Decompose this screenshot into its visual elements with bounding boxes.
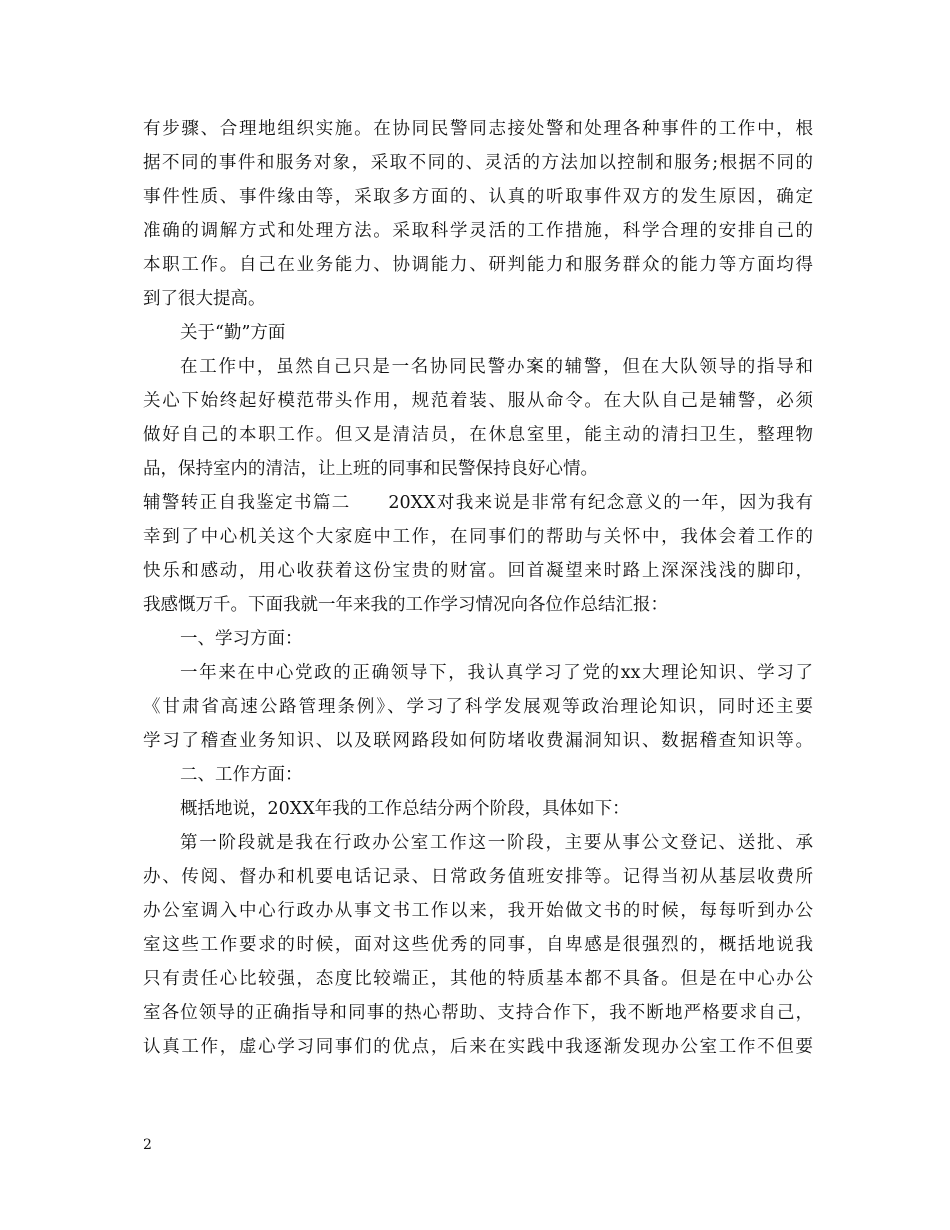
text-line: 我感慨万千。下面我就一年来我的工作学习情况向各位作总结汇报： xyxy=(143,595,668,615)
text-line: 室这些工作要求的时候，面对这些优秀的同事，自卑感是很强烈的，概括地说我 xyxy=(143,935,813,955)
text-line: 事件性质、事件缘由等，采取多方面的、认真的听取事件双方的发生原因，确定 xyxy=(143,187,813,207)
text-line: 办、传阅、督办和机要电话记录、日常政务值班安排等。记得当初从基层收费所 xyxy=(143,867,813,887)
text-line: 到了很大提高。 xyxy=(143,289,266,309)
text-line: 本职工作。自己在业务能力、协调能力、研判能力和服务群众的能力等方面均得 xyxy=(143,255,813,275)
text-line: 《甘肃省高速公路管理条例》、学习了科学发展观等政治理论知识，同时还主要 xyxy=(143,697,813,717)
text-line: 学习了稽查业务知识、以及联网路段如何防堵收费漏洞知识、数据稽查知识等。 xyxy=(143,731,813,751)
text-line: 关心下始终起好模范带头作用，规范着装、服从命令。在大队自己是辅警，必须 xyxy=(143,391,813,411)
text-line: 办公室调入中心行政办从事文书工作以来，我开始做文书的时候，每每听到办公 xyxy=(143,901,813,921)
text-line: 幸到了中心机关这个大家庭中工作，在同事们的帮助与关怀中，我体会着工作的 xyxy=(143,527,813,547)
text-line: 认真工作，虚心学习同事们的优点，后来在实践中我逐渐发现办公室工作不但要 xyxy=(143,1037,813,1057)
section-heading: 二、工作方面： xyxy=(180,765,303,785)
text-line: 只有责任心比较强，态度比较端正，其他的特质基本都不具备。但是在中心办公 xyxy=(143,969,813,989)
paragraph-first-line: 第一阶段就是我在行政办公室工作这一阶段，主要从事公文登记、送批、承 xyxy=(180,833,813,853)
paragraph-first-line: 在工作中，虽然自己只是一名协同民警办案的辅警，但在大队领导的指导和 xyxy=(180,357,813,377)
text-line: 快乐和感动，用心收获着这份宝贵的财富。回首凝望来时路上深深浅浅的脚印， xyxy=(143,561,813,581)
text-line: 有步骤、合理地组织实施。在协同民警同志接处警和处理各种事件的工作中，根 xyxy=(143,119,813,139)
text-line: 做好自己的本职工作。但又是清洁员，在休息室里，能主动的清扫卫生，整理物 xyxy=(143,425,813,445)
text-line: 准确的调解方式和处理方法。采取科学灵活的工作措施，科学合理的安排自己的 xyxy=(143,221,813,241)
document-title-line: 辅警转正自我鉴定书篇二 20XX对我来说是非常有纪念意义的一年，因为我有 xyxy=(143,493,813,513)
section-heading: 关于“勤”方面 xyxy=(180,323,286,343)
text-line: 室各位领导的正确指导和同事的热心帮助、支持合作下，我不断地严格要求自己， xyxy=(143,1003,813,1023)
page-number: 2 xyxy=(143,1137,152,1153)
section-heading: 一、学习方面： xyxy=(180,629,303,649)
text-line: 品，保持室内的清洁，让上班的同事和民警保持良好心情。 xyxy=(143,459,598,479)
text-line: 据不同的事件和服务对象，采取不同的、灵活的方法加以控制和服务;根据不同的 xyxy=(143,153,813,173)
paragraph-first-line: 概括地说，20XX年我的工作总结分两个阶段，具体如下： xyxy=(180,799,630,819)
paragraph-first-line: 一年来在中心党政的正确领导下，我认真学习了党的xx大理论知识、学习了 xyxy=(180,663,813,683)
